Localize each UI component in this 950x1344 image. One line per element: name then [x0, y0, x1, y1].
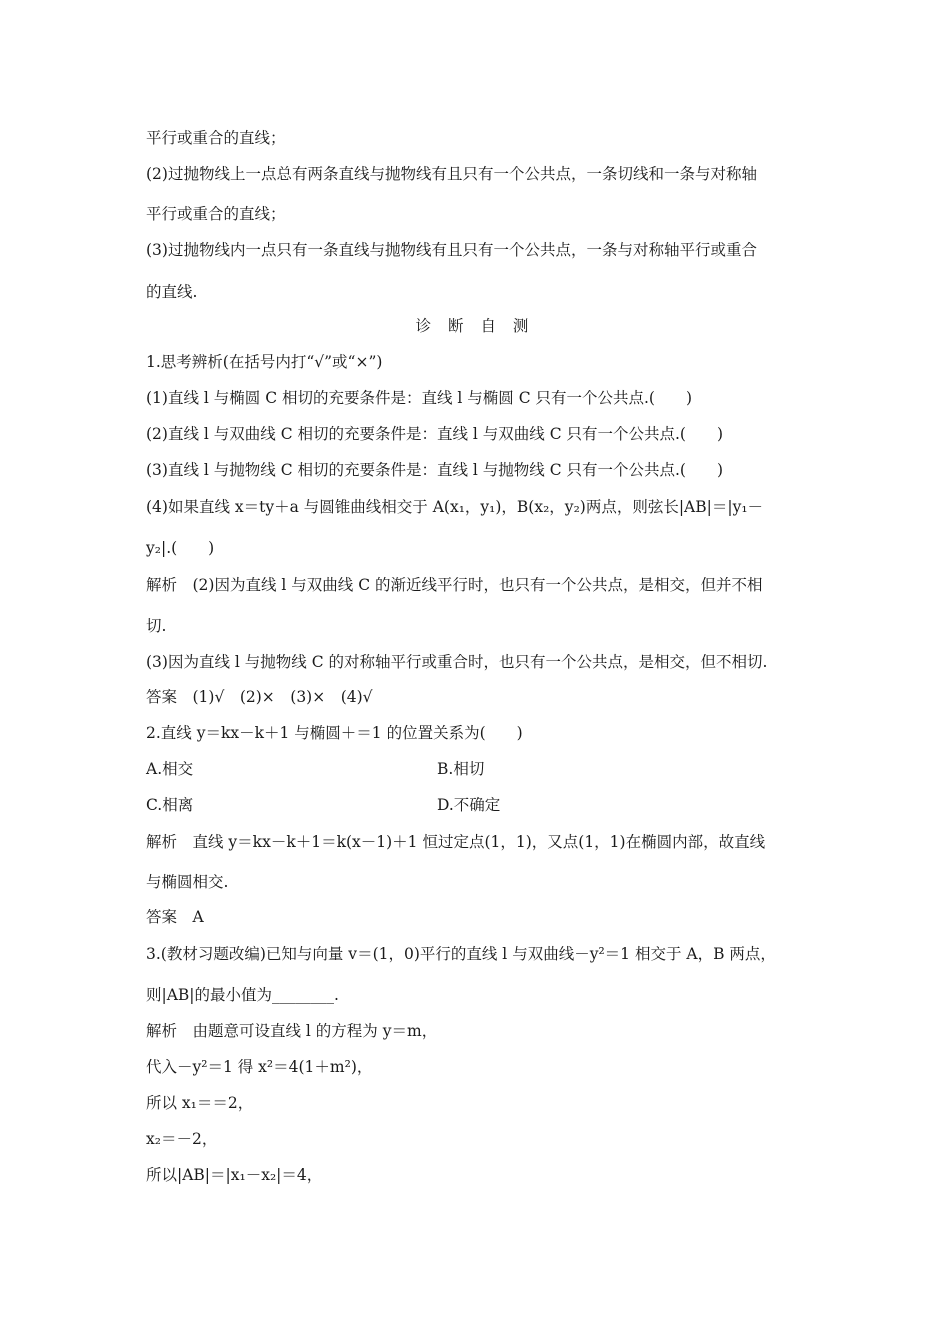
- text-line: 平行或重合的直线；: [146, 129, 286, 147]
- analysis-2-cont: 与椭圆相交.: [146, 873, 229, 891]
- option-b: B.相切: [437, 760, 485, 778]
- question-1-item-2: (2)直线 l 与双曲线 C 相切的充要条件是：直线 l 与双曲线 C 只有一个公共点.( ): [146, 425, 724, 443]
- text-line: (3)过抛物线内一点只有一条直线与抛物线有且只有一个公共点，一条与对称轴平行或重合: [146, 241, 757, 259]
- analysis-3-line-2: 代入－y²＝1 得 x²＝4(1＋m²)，: [146, 1058, 373, 1076]
- question-3: 3.(教材习题改编)已知与向量 v＝(1，0)平行的直线 l 与双曲线－y²＝1 相交于 A，B 两点，: [146, 945, 776, 963]
- option-a: A.相交: [146, 760, 194, 778]
- analysis-1: 解析 (2)因为直线 l 与双曲线 C 的渐近线平行时，也只有一个公共点，是相交，但并不相: [146, 576, 763, 594]
- text-line: (2)过抛物线上一点总有两条直线与抛物线有且只有一个公共点，一条切线和一条与对称轴: [146, 165, 757, 183]
- question-1-item-4-cont: y₂|.( ): [146, 539, 215, 557]
- analysis-3-line-5: 所以|AB|＝|x₁－x₂|＝4，: [146, 1166, 323, 1184]
- analysis-1-cont: 切.: [146, 617, 167, 635]
- section-heading: 诊 断 自 测: [415, 317, 535, 335]
- analysis-3-line-4: x₂＝－2，: [146, 1130, 218, 1148]
- analysis-1-part-3: (3)因为直线 l 与抛物线 C 的对称轴平行或重合时，也只有一个公共点，是相交，但不相切.: [146, 653, 768, 671]
- answer-1: 答案 (1)√ (2)× (3)× (4)√: [146, 688, 373, 706]
- text-line: 的直线.: [146, 283, 198, 301]
- text-line: 平行或重合的直线；: [146, 205, 286, 223]
- option-d: D.不确定: [437, 796, 501, 814]
- answer-2: 答案 A: [146, 908, 204, 926]
- question-1-item-4: (4)如果直线 x＝ty＋a 与圆锥曲线相交于 A(x₁，y₁)，B(x₂，y₂)两点，则弦长|AB|＝|y₁－: [146, 498, 764, 516]
- analysis-2: 解析 直线 y＝kx－k＋1＝k(x－1)＋1 恒过定点(1，1)，又点(1，1)在椭圆内部，故直线: [146, 833, 766, 851]
- analysis-3: 解析 由题意可设直线 l 的方程为 y＝m，: [146, 1022, 438, 1040]
- question-3-cont: 则|AB|的最小值为________.: [146, 986, 339, 1004]
- question-2: 2.直线 y＝kx－k＋1 与椭圆＋＝1 的位置关系为( ): [146, 724, 523, 742]
- question-1-item-1: (1)直线 l 与椭圆 C 相切的充要条件是：直线 l 与椭圆 C 只有一个公共点.( ): [146, 389, 693, 407]
- question-1-item-3: (3)直线 l 与抛物线 C 相切的充要条件是：直线 l 与抛物线 C 只有一个公共点.( ): [146, 461, 724, 479]
- question-1-title: 1.思考辨析(在括号内打“√”或“×”): [146, 353, 383, 371]
- option-c: C.相离: [146, 796, 194, 814]
- analysis-3-line-3: 所以 x₁＝＝2，: [146, 1094, 254, 1112]
